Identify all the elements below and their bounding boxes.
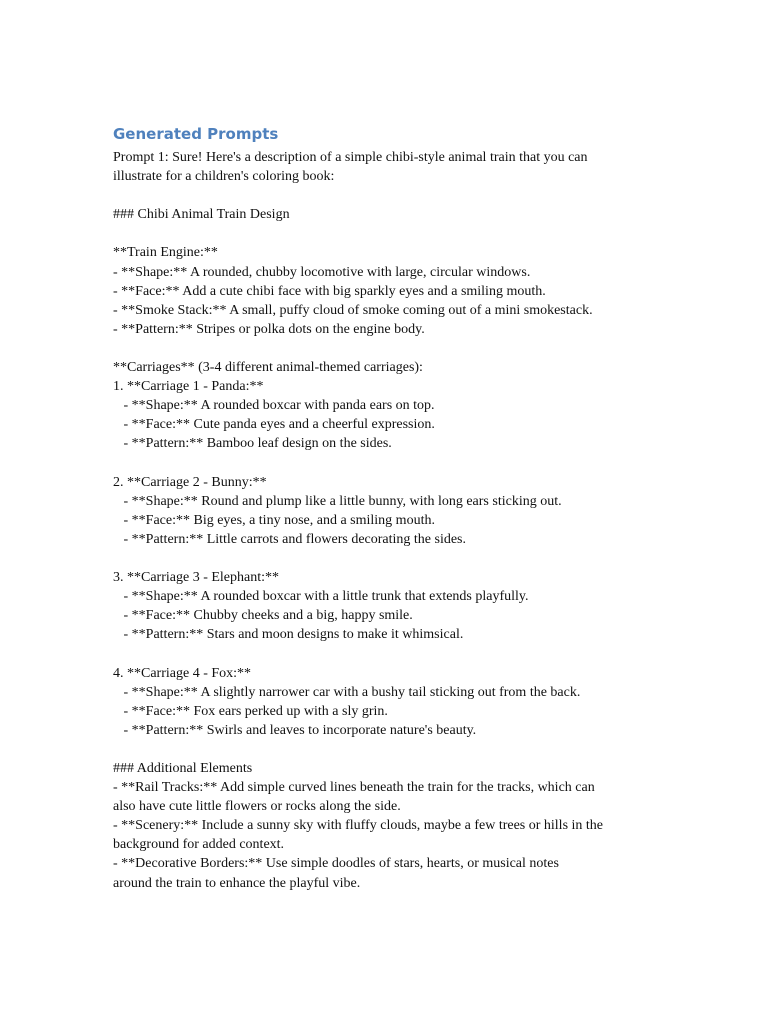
text-line (113, 606, 693, 625)
text-line (113, 301, 693, 320)
blank-line (113, 549, 693, 568)
document-body (113, 148, 693, 893)
blank-line (113, 186, 693, 205)
text-line (113, 358, 693, 377)
line-text: - **Shape:** A rounded boxcar with panda ears on top. (113, 398, 435, 414)
line-text: **Carriages** (3-4 different animal-themed carriages): (113, 360, 423, 376)
line-text: - **Shape:** A slightly narrower car with a bushy tail sticking out from the back. (113, 684, 581, 700)
text-line (113, 148, 693, 167)
line-text: - **Shape:** Round and plump like a little bunny, with long ears sticking out. (113, 493, 562, 509)
line-text: Sure! Here's a description of a simple chibi-style animal train that you can (172, 150, 588, 165)
line-text: illustrate for a children's coloring book: (113, 169, 335, 185)
line-text: background for added context. (113, 837, 285, 853)
line-text: - **Face:** Fox ears perked up with a sly grin. (113, 703, 388, 719)
text-line (113, 396, 693, 415)
document-page (113, 124, 693, 893)
text-line (113, 721, 693, 740)
text-line (113, 835, 693, 854)
line-text: - **Pattern:** Bamboo leaf design on the sides. (113, 436, 392, 452)
text-line (113, 263, 693, 282)
line-text: - **Face:** Cute panda eyes and a cheerful expression. (113, 417, 435, 433)
line-text: also have cute little flowers or rocks along the side. (113, 799, 401, 815)
text-line (113, 167, 693, 186)
line-text: - **Rail Tracks:** Add simple curved lines beneath the train for the tracks, which can (113, 780, 595, 796)
text-line (113, 816, 693, 835)
text-line (113, 587, 693, 606)
line-text: 4. **Carriage 4 - Fox:** (113, 665, 252, 681)
text-line (113, 492, 693, 511)
line-text: - **Smoke Stack:** A small, puffy cloud of smoke coming out of a mini smokestack. (113, 302, 593, 318)
line-text: - **Pattern:** Stripes or polka dots on the engine body. (113, 321, 425, 337)
text-line (113, 205, 693, 224)
text-line (113, 377, 693, 396)
blank-line (113, 454, 693, 473)
text-line (113, 320, 693, 339)
line-text: - **Face:** Big eyes, a tiny nose, and a smiling mouth. (113, 512, 435, 528)
text-line (113, 702, 693, 721)
blank-line (113, 224, 693, 243)
text-line (113, 530, 693, 549)
text-line (113, 434, 693, 453)
line-text: - **Pattern:** Little carrots and flowers decorating the sides. (113, 531, 467, 547)
blank-line (113, 644, 693, 663)
line-text: - **Pattern:** Swirls and leaves to incorporate nature's beauty. (113, 722, 477, 738)
line-text: 3. **Carriage 3 - Elephant:** (113, 570, 280, 586)
text-line (113, 778, 693, 797)
line-text: 1. **Carriage 1 - Panda:** (113, 379, 264, 395)
text-line (113, 282, 693, 301)
line-text: - **Face:** Chubby cheeks and a big, happy smile. (113, 608, 413, 624)
text-line (113, 664, 693, 683)
text-line (113, 874, 693, 893)
text-line (113, 854, 693, 873)
text-line (113, 473, 693, 492)
text-line (113, 568, 693, 587)
line-text: - **Scenery:** Include a sunny sky with fluffy clouds, maybe a few trees or hills in the (113, 818, 604, 834)
section-heading: Generated Prompts (113, 125, 279, 143)
prompt-label: Prompt 1: (113, 150, 173, 165)
line-text: ### Chibi Animal Train Design (113, 207, 290, 223)
line-text: - **Face:** Add a cute chibi face with big sparkly eyes and a smiling mouth. (113, 283, 546, 299)
text-line (113, 415, 693, 434)
text-line (113, 625, 693, 644)
line-text: - **Shape:** A rounded boxcar with a little trunk that extends playfully. (113, 589, 529, 605)
line-text: - **Shape:** A rounded, chubby locomotive with large, circular windows. (113, 264, 531, 280)
text-line (113, 243, 693, 262)
text-line (113, 683, 693, 702)
line-text: - **Decorative Borders:** Use simple doodles of stars, hearts, or musical notes (113, 856, 559, 872)
text-line (113, 511, 693, 530)
line-text: ### Additional Elements (113, 761, 253, 776)
line-text: - **Pattern:** Stars and moon designs to make it whimsical. (113, 627, 464, 643)
line-text: 2. **Carriage 2 - Bunny:** (113, 474, 267, 490)
line-text: around the train to enhance the playful vibe. (113, 875, 361, 891)
text-line (113, 759, 693, 778)
blank-line (113, 740, 693, 759)
line-text: **Train Engine:** (113, 245, 218, 261)
blank-line (113, 339, 693, 358)
text-line (113, 797, 693, 816)
